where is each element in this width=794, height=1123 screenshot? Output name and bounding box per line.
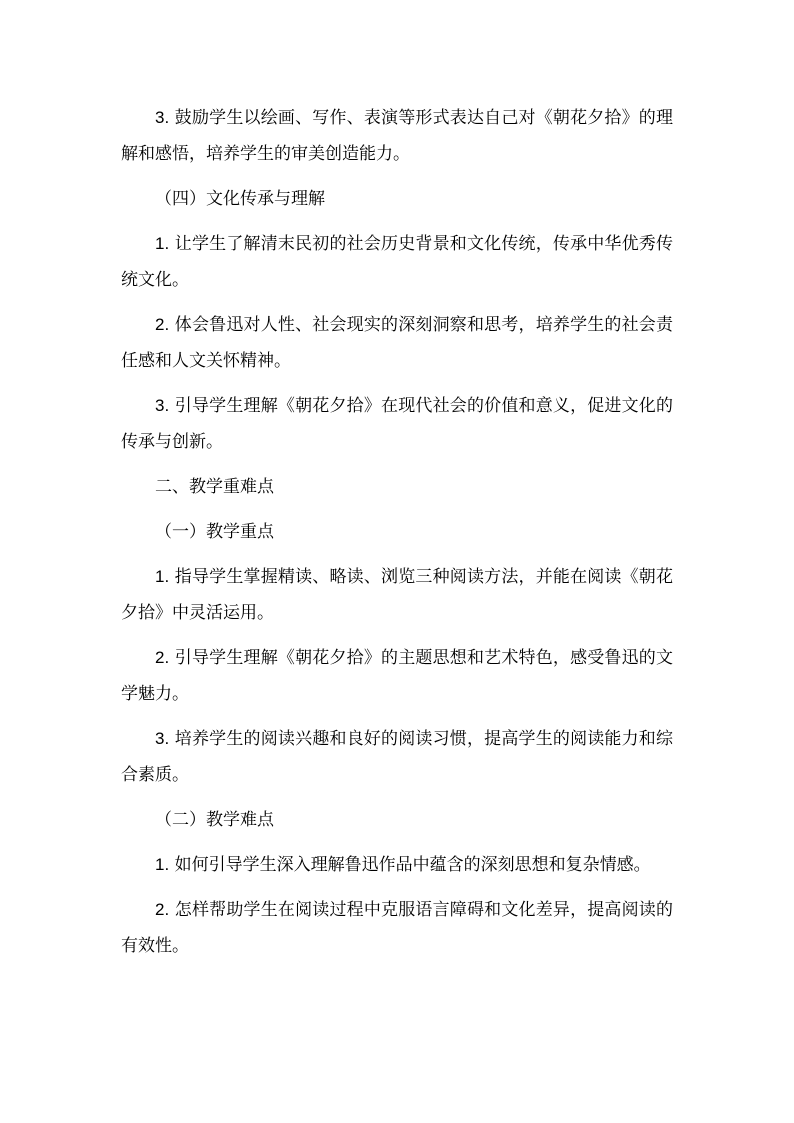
paragraph-text: 体会鲁迅对人性、社会现实的深刻洞察和思考，培养学生的社会责任感和人文关怀精神。 bbox=[121, 315, 673, 371]
paragraph-text: 引导学生理解《朝花夕拾》的主题思想和艺术特色，感受鲁迅的文学魅力。 bbox=[121, 648, 673, 704]
paragraph-text: 引导学生理解《朝花夕拾》在现代社会的价值和意义，促进文化的传承与创新。 bbox=[121, 396, 673, 452]
paragraph-item-2-language-barriers bbox=[121, 892, 673, 964]
subsection-heading-key-points bbox=[121, 514, 673, 550]
paragraph-number: 3. bbox=[155, 729, 170, 748]
paragraph-number: 1. bbox=[155, 855, 170, 874]
paragraph-text: 怎样帮助学生在阅读过程中克服语言障碍和文化差异，提高阅读的有效性。 bbox=[121, 900, 673, 956]
paragraph-text: 培养学生的阅读兴趣和良好的阅读习惯，提高学生的阅读能力和综合素质。 bbox=[121, 729, 673, 785]
paragraph-text: 让学生了解清末民初的社会历史背景和文化传统，传承中华优秀传统文化。 bbox=[121, 234, 673, 290]
paragraph-item-1-history bbox=[121, 226, 673, 298]
heading-text: （四）文化传承与理解 bbox=[155, 189, 325, 209]
paragraph-item-2-theme bbox=[121, 640, 673, 712]
heading-text: （二）教学难点 bbox=[155, 810, 274, 830]
section-heading-culture bbox=[121, 181, 673, 217]
paragraph-text: 指导学生掌握精读、略读、浏览三种阅读方法，并能在阅读《朝花夕拾》中灵活运用。 bbox=[121, 567, 673, 623]
paragraph-item-3-creative-expression bbox=[121, 100, 673, 172]
paragraph-number: 2. bbox=[155, 648, 170, 667]
document-body bbox=[121, 100, 673, 973]
paragraph-item-1-reading-methods bbox=[121, 559, 673, 631]
section-heading-key-difficult-points bbox=[121, 469, 673, 505]
paragraph-item-3-modern-value bbox=[121, 388, 673, 460]
paragraph-number: 1. bbox=[155, 567, 170, 586]
paragraph-number: 2. bbox=[155, 315, 170, 334]
paragraph-number: 2. bbox=[155, 900, 170, 919]
subsection-heading-difficult-points bbox=[121, 802, 673, 838]
paragraph-item-1-deep-understanding bbox=[121, 847, 673, 883]
paragraph-text: 如何引导学生深入理解鲁迅作品中蕴含的深刻思想和复杂情感。 bbox=[169, 855, 651, 875]
heading-text: （一）教学重点 bbox=[155, 522, 274, 542]
paragraph-number: 3. bbox=[155, 396, 170, 415]
paragraph-item-3-reading-interest bbox=[121, 721, 673, 793]
paragraph-number: 3. bbox=[155, 108, 170, 127]
paragraph-item-2-insight bbox=[121, 307, 673, 379]
heading-text: 二、教学重难点 bbox=[155, 477, 274, 497]
paragraph-number: 1. bbox=[155, 234, 170, 253]
paragraph-text: 鼓励学生以绘画、写作、表演等形式表达自己对《朝花夕拾》的理解和感悟，培养学生的审美创造能力。 bbox=[121, 108, 673, 164]
